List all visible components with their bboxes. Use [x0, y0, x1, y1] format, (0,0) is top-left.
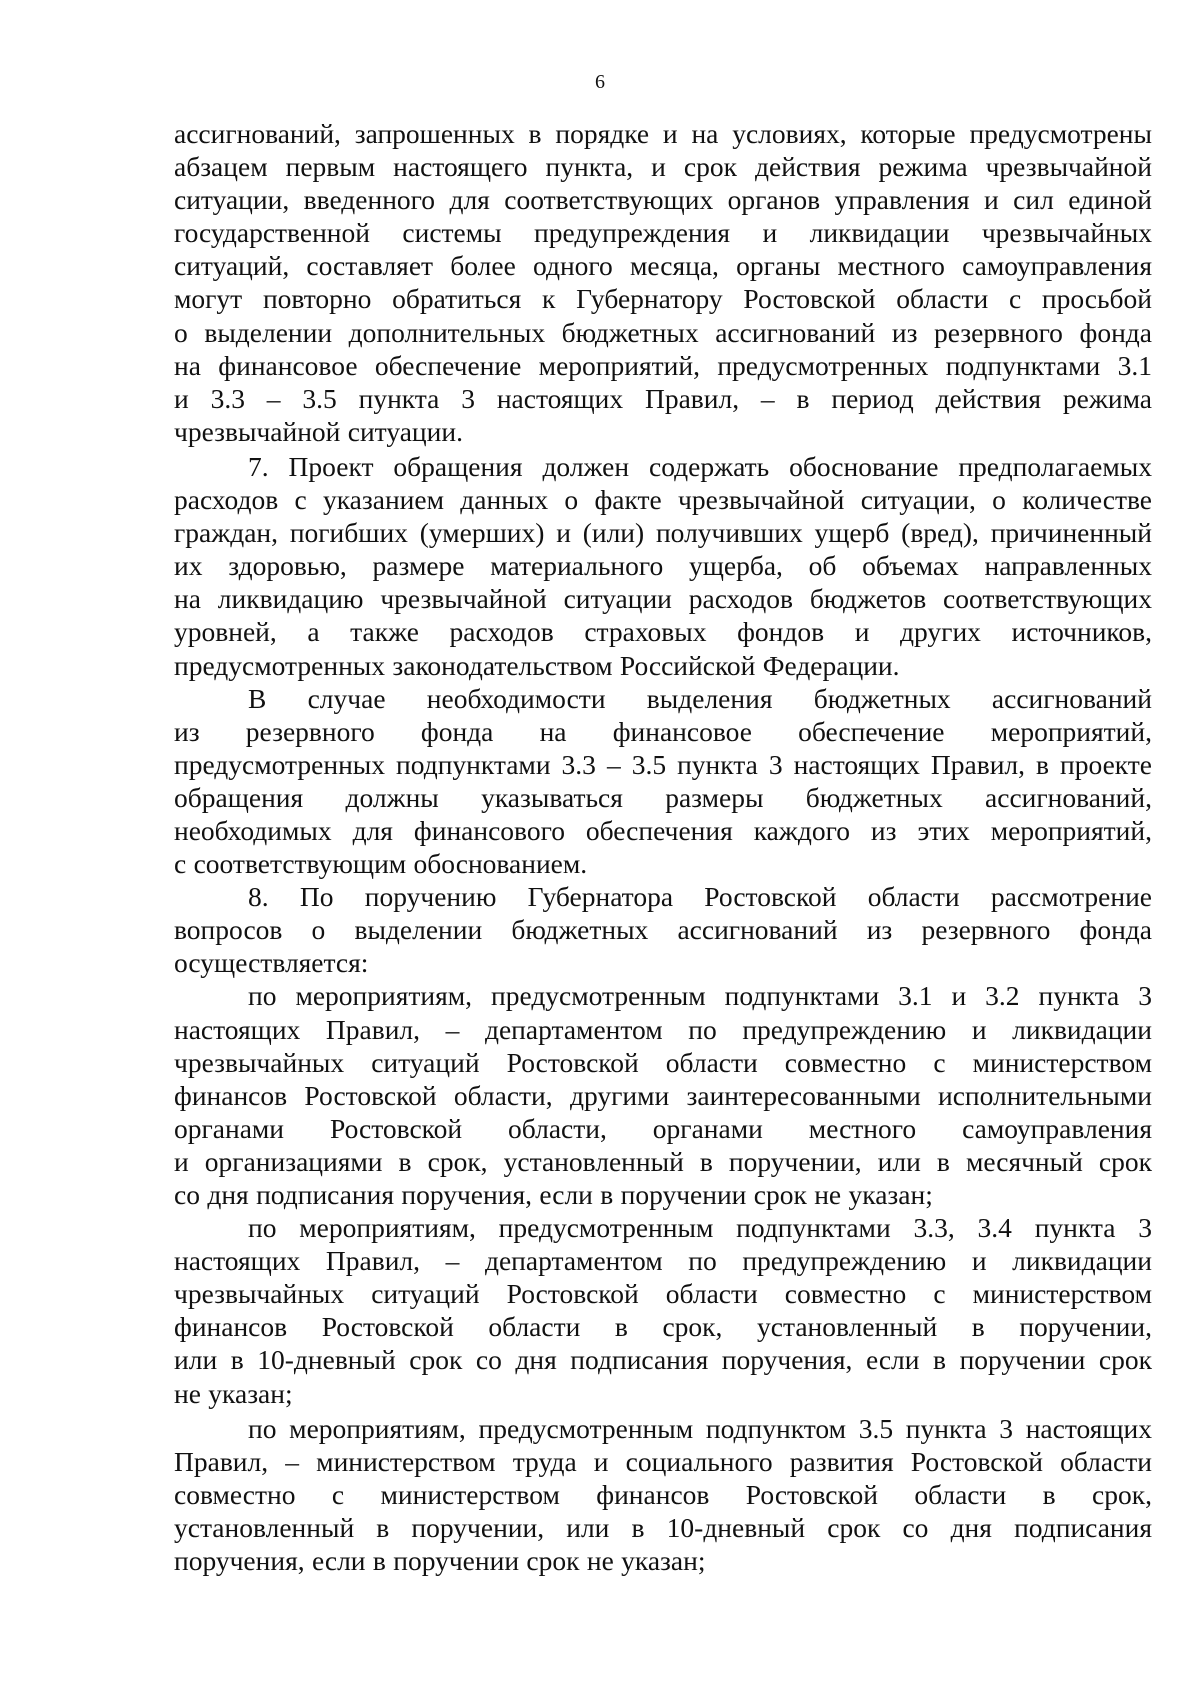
page-number: 6	[595, 71, 605, 93]
text-line: Правил, – министерством труда и социального развития Ростовской области	[174, 1445, 1152, 1477]
text-line: 8. По поручению Губернатора Ростовской области рассмотрение	[248, 881, 1152, 913]
text-line: и 3.3 – 3.5 пункта 3 настоящих Правил, – в период действия режима	[174, 382, 1152, 414]
text-line: государственной системы предупреждения и ликвидации чрезвычайных	[174, 217, 1152, 249]
text-line: по мероприятиям, предусмотренным подпунктом 3.5 пункта 3 настоящих	[248, 1412, 1152, 1444]
text-line: граждан, погибших (умерших) и (или) получивших ущерб (вред), причиненный	[174, 517, 1152, 549]
text-line: уровней, а также расходов страховых фондов и других источников,	[174, 616, 1152, 648]
text-line: ситуации, введенного для соответствующих органов управления и сил единой	[174, 184, 1152, 216]
text-line: ассигнований, запрошенных в порядке и на условиях, которые предусмотрены	[174, 118, 1152, 149]
text-line: со дня подписания поручения, если в поручении срок не указан;	[174, 1179, 933, 1210]
text-line: финансов Ростовской области, другими заинтересованными исполнительными	[174, 1079, 1152, 1111]
text-line: могут повторно обратиться к Губернатору Ростовской области с просьбой	[174, 283, 1152, 315]
text-line: и организациями в срок, установленный в поручении, или в месячный срок	[174, 1145, 1152, 1177]
text-line: настоящих Правил, – департаментом по предупреждению и ликвидации	[174, 1245, 1152, 1277]
text-line: предусмотренных подпунктами 3.3 – 3.5 пункта 3 настоящих Правил, в проекте	[174, 748, 1152, 780]
paragraph-8-item-3	[174, 1412, 1152, 1577]
text-line: с соответствующим обоснованием.	[174, 848, 588, 880]
text-line: предусмотренных законодательством Российской Федерации.	[174, 649, 900, 681]
text-line: чрезвычайной ситуации.	[174, 415, 463, 447]
text-line: установленный в поручении, или в 10-дневный срок со дня подписания	[174, 1511, 1152, 1543]
text-line: не указан;	[174, 1377, 293, 1409]
text-line: настоящих Правил, – департаментом по предупреждению и ликвидации	[174, 1013, 1152, 1045]
text-line: финансов Ростовской области в срок, установленный в поручении,	[174, 1311, 1152, 1343]
text-line: их здоровью, размере материального ущерба, об объемах направленных	[174, 550, 1152, 582]
paragraph-7-second	[174, 682, 1152, 881]
paragraph-continuation	[174, 117, 1152, 448]
text-line: ситуаций, составляет более одного месяца, органы местного самоуправления	[174, 250, 1152, 282]
text-line: абзацем первым настоящего пункта, и срок действия режима чрезвычайной	[174, 151, 1152, 183]
paragraph-8-item-2	[174, 1211, 1152, 1410]
text-line: на финансовое обеспечение мероприятий, предусмотренных подпунктами 3.1	[174, 349, 1152, 381]
text-line: необходимых для финансового обеспечения каждого из этих мероприятий,	[174, 814, 1152, 846]
text-line: вопросов о выделении бюджетных ассигнований из резервного фонда	[174, 914, 1152, 946]
text-line: о выделении дополнительных бюджетных ассигнований из резервного фонда	[174, 316, 1152, 348]
text-line: по мероприятиям, предусмотренным подпунктами 3.1 и 3.2 пункта 3	[248, 980, 1152, 1012]
text-line: обращения должны указываться размеры бюджетных ассигнований,	[174, 781, 1152, 813]
text-line: В случае необходимости выделения бюджетных ассигнований	[248, 682, 1152, 714]
text-line: чрезвычайных ситуаций Ростовской области совместно с министерством	[174, 1278, 1152, 1310]
paragraph-8	[174, 880, 1152, 979]
text-line: расходов с указанием данных о факте чрезвычайной ситуации, о количестве	[174, 484, 1152, 516]
text-line: из резервного фонда на финансовое обеспечение мероприятий,	[174, 715, 1152, 747]
paragraph-8-item-1	[174, 979, 1152, 1211]
text-line: 7. Проект обращения должен содержать обоснование предполагаемых	[248, 450, 1152, 482]
paragraph-7	[174, 450, 1152, 682]
document-body	[174, 117, 1152, 1577]
text-line: по мероприятиям, предусмотренным подпунктами 3.3, 3.4 пункта 3	[248, 1212, 1152, 1244]
text-line: чрезвычайных ситуаций Ростовской области совместно с министерством	[174, 1046, 1152, 1078]
text-line: поручения, если в поручении срок не указан;	[174, 1545, 706, 1577]
text-line: осуществляется:	[174, 947, 369, 979]
text-line: совместно с министерством финансов Ростовской области в срок,	[174, 1478, 1152, 1510]
text-line: органами Ростовской области, органами местного самоуправления	[174, 1112, 1152, 1144]
text-line: на ликвидацию чрезвычайной ситуации расходов бюджетов соответствующих	[174, 583, 1152, 615]
text-line: или в 10-дневный срок со дня подписания поручения, если в поручении срок	[174, 1344, 1152, 1376]
